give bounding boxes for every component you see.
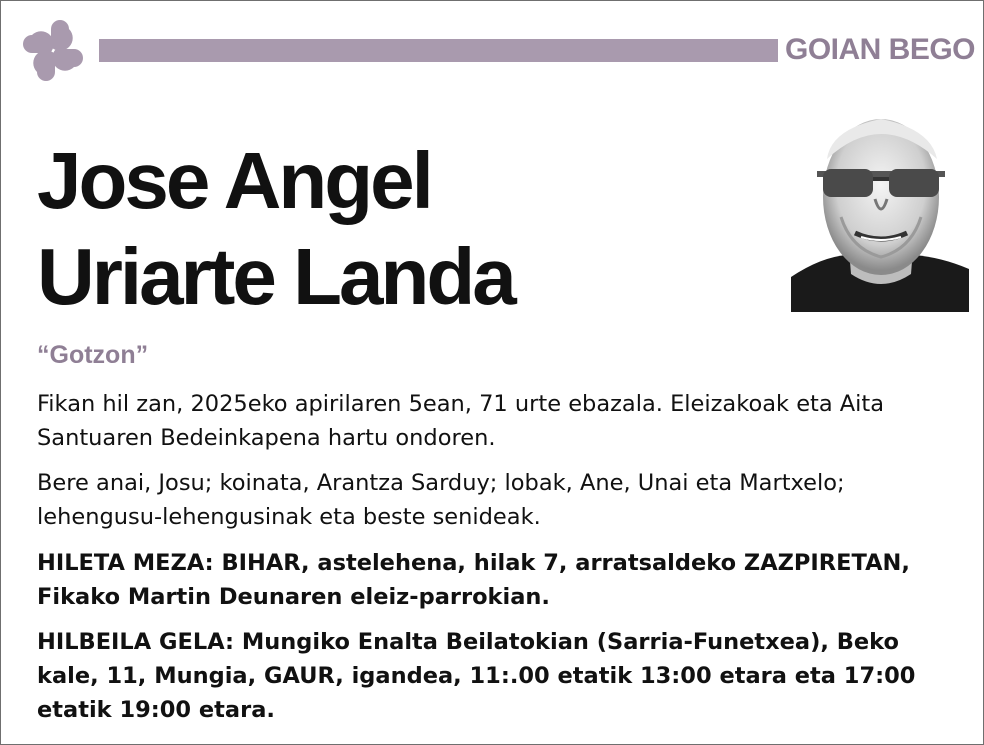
family-list: Bere anai, Josu; koinata, Arantza Sarduy; lobak, Ane, Unai eta Martxelo; lehengusu-lehengusinak eta beste senideak. — [37, 470, 845, 530]
header-title: GOIAN BEGO — [785, 33, 976, 66]
funeral-mass-info: HILETA MEZA: BIHAR, astelehena, hilak 7, arratsaldeko ZAZPIRETAN, Fikako Martin Deunaren eleiz-parrokian. — [37, 550, 910, 610]
name-line-1: Jose Angel — [37, 136, 431, 225]
death-details: Fikan hil zan, 2025eko apirilaren 5ean, 71 urte ebazala. Eleizakoak eta Aita Santuaren Bedeinkapena hartu ondoren. — [37, 391, 885, 451]
nickname: “Gotzon” — [37, 341, 149, 369]
header-divider-bar — [99, 39, 778, 62]
portrait-photo — [791, 99, 969, 312]
lauburu-icon — [13, 13, 93, 89]
name-line-2: Uriarte Landa — [37, 232, 514, 321]
wake-room-info: HILBEILA GELA: Mungiko Enalta Beilatokian (Sarria-Funetxea), Beko kale, 11, Mungia, GAUR, igandea, 11:.00 etatik 13:00 etara eta 17:00 etatik 19:00 etara. — [37, 629, 916, 723]
deceased-name — [37, 133, 514, 325]
